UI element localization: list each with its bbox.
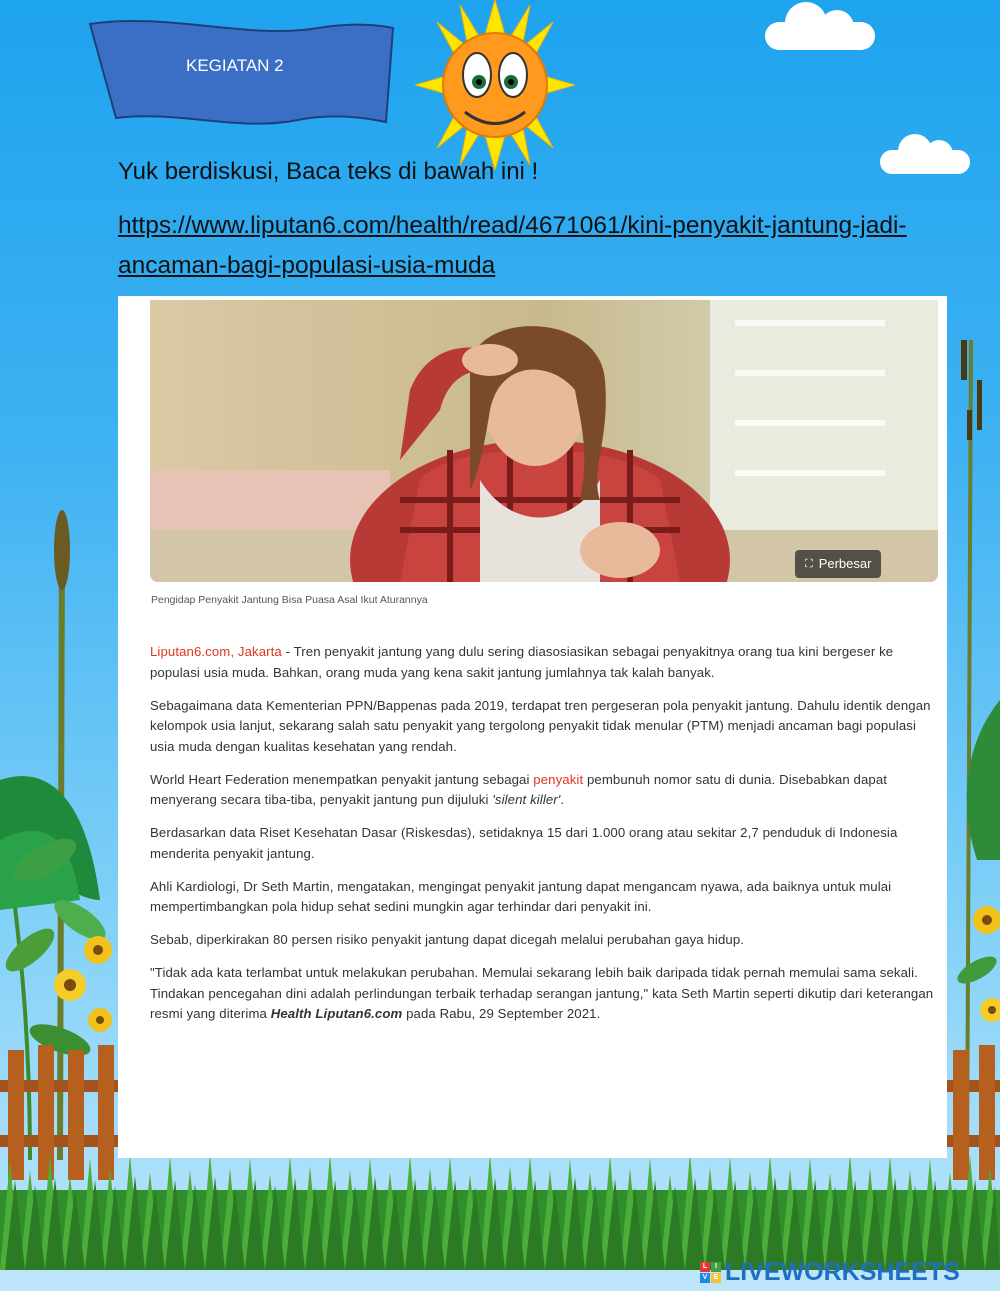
source-link[interactable]: Liputan6.com, Jakarta: [150, 644, 282, 659]
paragraph: [150, 642, 940, 683]
logo-letter: E: [711, 1273, 721, 1283]
article-photo: [150, 300, 938, 582]
paragraph-text: - Tren penyakit jantung yang dulu sering diasosiasikan sebagai penyakitnya orang tua kini bergeser ke populasi usia muda. Bahkan, orang muda yang kena sakit jantung jumlahnya tak kalah banyak.: [150, 644, 894, 680]
paragraph-text: pada Rabu, 29 September 2021.: [402, 1006, 601, 1021]
sun-icon: [415, 0, 575, 170]
paragraph: Sebagaimana data Kementerian PPN/Bappenas pada 2019, terdapat tren pergeseran pola penyakit jantung. Dahulu identik dengan kelompok usia lanjut, sekarang salah satu penyakit yang tergolong penyakit tidak menular (PTM) menjadi ancaman bagi populasi usia muda dengan kualitas kesehatan yang rendah.: [150, 697, 931, 754]
paragraph: Sebab, diperkirakan 80 persen risiko penyakit jantung dapat dicegah melalui perubahan gaya hidup.: [150, 932, 745, 947]
cloud-decoration: [765, 22, 875, 50]
photo-caption: Pengidap Penyakit Jantung Bisa Puasa Asal Ikut Aturannya: [151, 594, 428, 606]
logo-letter: V: [700, 1273, 710, 1283]
zoom-button[interactable]: [795, 550, 881, 578]
paragraph-text: "Tidak ada kata terlambat untuk melakukan perubahan. Memulai sekarang lebih baik daripada tidak pernah memulai sama sekali. Tindakan pencegahan dini adalah perlindungan terbaik terhadap serangan jantung," kata Seth Martin seperti dikutip dari keterangan resmi yang diterima: [150, 965, 934, 1021]
article-link[interactable]: https://www.liputan6.com/health/read/4671061/kini-penyakit-jantung-jadi-ancaman-bagi-populasi-usia-muda: [118, 212, 907, 279]
liveworksheets-logo: [700, 1258, 960, 1287]
logo-blocks-icon: [700, 1262, 721, 1283]
paragraph: Berdasarkan data Riset Kesehatan Dasar (Riskesdas), setidaknya 15 dari 1.000 orang atau sekitar 2,7 penduduk di Indonesia menderita penyakit jantung.: [150, 825, 898, 861]
logo-letter: I: [711, 1262, 721, 1272]
grass-decoration: [0, 1150, 1000, 1270]
inline-link[interactable]: penyakit: [533, 771, 584, 787]
paragraph: [150, 963, 940, 1025]
emphasis-text: Health Liputan6.com: [270, 1006, 403, 1021]
paragraph: Ahli Kardiologi, Dr Seth Martin, mengatakan, mengingat penyakit jantung dapat mengancam nyawa, ada baiknya untuk mulai mempertimbangkan pola hidup sehat sedini mungkin agar terhindar dari penyakit ini.: [150, 878, 892, 914]
expand-icon: ⛶: [805, 558, 813, 570]
cloud-decoration: [880, 150, 970, 174]
photo-illustration: [150, 300, 938, 582]
article-card: [118, 296, 947, 1158]
paragraph-text: World Heart Federation menempatkan penyakit jantung sebagai: [150, 771, 534, 787]
article-body: [150, 642, 940, 1037]
paragraph-text: pembunuh nomor satu di dunia. Disebabkan dapat menyerang secara tiba-tiba, penyakit jantung pun dijuluki: [150, 771, 888, 807]
paragraph: [150, 770, 940, 811]
instruction-heading: Yuk berdiskusi, Baca teks di bawah ini !: [118, 158, 539, 185]
emphasis-text: 'silent killer': [492, 792, 561, 807]
logo-text: LIVEWORKSHEETS: [725, 1258, 960, 1286]
zoom-label: Perbesar: [818, 556, 872, 571]
banner-label: KEGIATAN 2: [186, 56, 284, 75]
logo-letter: L: [700, 1262, 710, 1272]
paragraph-text: .: [560, 792, 565, 807]
